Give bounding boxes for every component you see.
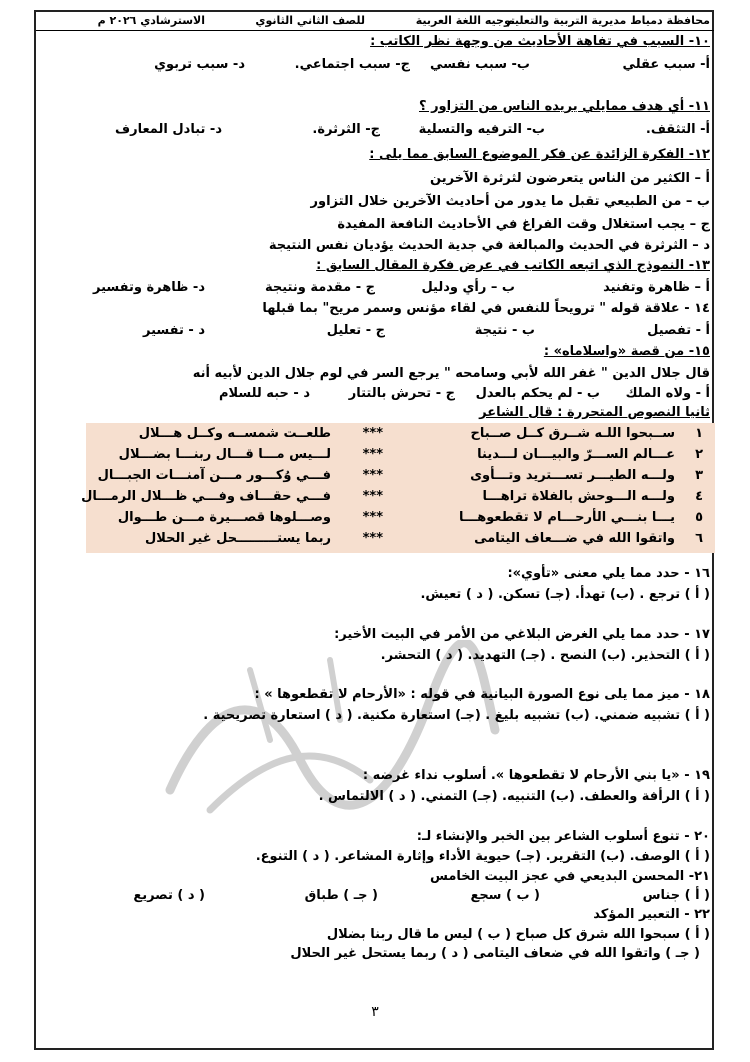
verse-first-hemistich: ولـــه الـــوحش بالفلاة تراهـــا <box>482 489 675 504</box>
q11-option-b: ب- الترفيه والتسلية <box>418 122 545 137</box>
poem-verse <box>86 426 715 445</box>
verse-second-hemistich: لـــيس مـــا قـــال ربنـــا بضـــلال <box>118 447 331 462</box>
verse-number: ٥ <box>695 510 703 525</box>
header-grade: للصف الثاني الثانوي <box>255 14 365 27</box>
verse-second-hemistich: وصـــلوها قصـــيرة مـــن طـــوال <box>117 510 331 525</box>
header-divider <box>36 30 714 31</box>
verse-first-hemistich: ولـــه الطيـــر تســـتريد وتـــأوى <box>470 468 675 483</box>
q15-stem: قال جلال الدين " غفر الله لأبي وسامحه " يرجع السر في لوم جلال الدين لأبيه أنه <box>192 366 710 381</box>
q10-option-c: ج- سبب اجتماعي. <box>294 57 410 72</box>
question-11: ١١- أي هدف ممايلي يريده الناس من التزاور ؟ <box>419 99 710 114</box>
poem-verse <box>86 468 715 487</box>
q12-option-b: ب – من الطبيعي تقبل ما يدور من أحاديث الآخرين خلال التزاور <box>310 194 710 209</box>
q12-option-a: أ – الكثير من الناس يتعرضون لثرثرة الآخرين <box>430 171 710 186</box>
header-exam: الاسترشادي ٢٠٢٦ م <box>97 14 205 27</box>
verse-separator: *** <box>362 447 383 462</box>
q20-options: ( أ ) الوصف. (ب) التقرير. (جـ) حيوية الأداء وإثارة المشاعر. ( د ) التنوع. <box>255 849 710 864</box>
verse-second-hemistich: فـــي وُكـــور مـــن آمنـــات الجبـــال <box>97 468 331 483</box>
header-directorate: محافظة دمياط مديرية التربية والتعليم <box>506 14 710 27</box>
q21-option-b: ( ب ) سجع <box>470 888 540 903</box>
section-2-title: ثانيا النصوص المتحررة : قال الشاعر <box>479 405 710 420</box>
q22-options-line-2: ( جـ ) واتقوا الله في ضعاف اليتامى ( د ) ربما يستحل غير الحلال <box>290 946 700 961</box>
question-16: ١٦ - حدد مما يلي معنى «تأوي»: <box>507 566 710 581</box>
q13-option-a: أ – ظاهرة وتفنيد <box>603 280 710 295</box>
verse-separator: *** <box>362 468 383 483</box>
question-19: ١٩ - «يا بني الأرحام لا تقطعوها ». أسلوب نداء غرضه : <box>362 768 710 783</box>
verse-separator: *** <box>362 531 383 546</box>
verse-number: ٦ <box>695 531 703 546</box>
q10-option-d: د- سبب تربوي <box>154 57 245 72</box>
verse-first-hemistich: واتقوا الله في ضـــعاف اليتامى <box>474 531 675 546</box>
question-14: ١٤ - علاقة قوله " ترويحاً للنفس في لقاء مؤنس وسمر مريح" بما قبلها <box>262 301 710 316</box>
q12-option-d: د – الثرثرة في الحديث والمبالغة في جدية الحديث يؤديان نفس النتيجة <box>268 238 710 253</box>
q17-options: ( أ ) التحذير. (ب) النصح . (جـ) التهديد. ( د ) التحشر. <box>380 648 710 663</box>
question-12: ١٢- الفكرة الزائدة عن فكر الموضوع السابق مما يلى : <box>369 147 710 162</box>
verse-separator: *** <box>362 489 383 504</box>
question-10: ١٠- السبب في تفاهة الأحاديث من وجهة نظر الكاتب : <box>370 34 710 49</box>
q14-option-c: ج - تعليل <box>326 323 385 338</box>
q22-options-line-1: ( أ ) سبحوا الله شرق كل صباح ( ب ) ليس ما قال ربنا بضلال <box>326 927 710 942</box>
q11-option-d: د- تبادل المعارف <box>115 122 222 137</box>
q12-option-c: ج – يجب استغلال وقت الفراغ في الأحاديث النافعة المفيدة <box>337 217 710 232</box>
q21-option-a: ( أ ) جناس <box>642 888 710 903</box>
poem-verse <box>86 531 715 550</box>
poem-verse <box>86 447 715 466</box>
q15-option-a: أ - ولاه الملك <box>625 386 710 401</box>
question-13: ١٣- النموذج الذي اتبعه الكاتب في عرض فكرة المقال السابق : <box>316 258 710 273</box>
q14-option-b: ب - نتيجة <box>474 323 535 338</box>
question-22: ٢٢ - التعبير المؤكد <box>593 907 710 922</box>
verse-first-hemistich: يـــا بنـــي الأرحـــام لا تقطعوهـــا <box>459 510 675 525</box>
q15-option-d: د - حبه للسلام <box>218 386 310 401</box>
question-21: ٢١- المحسن البديعي في عجز البيت الخامس <box>429 869 710 884</box>
verse-first-hemistich: عـــالم الســـرّ والبيـــان لـــدينا <box>477 447 675 462</box>
verse-second-hemistich: فـــي حقـــاف وفـــي ظـــلال الرمـــال <box>81 489 331 504</box>
q13-option-b: ب – رأي ودليل <box>421 280 515 295</box>
q21-option-c: ( جـ ) طباق <box>304 888 378 903</box>
question-18: ١٨ - ميز مما يلى نوع الصورة البيانية في قوله : «الأرحام لا تقطعوها » : <box>254 687 710 702</box>
q14-option-a: أ - تفصيل <box>647 323 710 338</box>
q19-options: ( أ ) الرأفة والعطف. (ب) التنبيه. (جـ) التمني. ( د ) الالتماس . <box>318 789 710 804</box>
page-number: ٣ <box>371 1004 379 1020</box>
verse-second-hemistich: ربما يستـــــــــحل غير الحلال <box>144 531 331 546</box>
verse-number: ١ <box>695 426 703 441</box>
q13-option-d: د- ظاهرة وتفسير <box>93 280 205 295</box>
q14-option-d: د - تفسير <box>143 323 205 338</box>
verse-separator: *** <box>362 426 383 441</box>
q10-option-a: أ- سبب عقلي <box>622 57 710 72</box>
verse-number: ٤ <box>695 489 703 504</box>
q15-option-c: ج - تحرش بالتتار <box>348 386 455 401</box>
question-15: ١٥- من قصة «واسلاماه» : <box>543 344 710 359</box>
verse-first-hemistich: ســبحوا اللـه شــرق كــل صــباح <box>470 426 675 441</box>
header-subject: توجيه اللغة العربية <box>415 14 515 27</box>
q21-option-d: ( د ) تصريع <box>133 888 205 903</box>
q11-option-c: ج- الثرثرة. <box>312 122 380 137</box>
q16-options: ( أ ) ترجع . (ب) تهدأ. (جـ) تسكن. ( د ) تعيش. <box>420 587 710 602</box>
poem-verse <box>86 510 715 529</box>
q15-option-b: ب - لم يحكم بالعدل <box>475 386 600 401</box>
question-17: ١٧ - حدد مما يلي الغرض البلاغي من الأمر في البيت الأخير: <box>334 627 710 642</box>
verse-second-hemistich: طلعــت شمســه وكــل هـــلال <box>138 426 331 441</box>
q10-option-b: ب- سبب نفسي <box>430 57 530 72</box>
q18-options: ( أ ) تشبيه ضمني. (ب) تشبيه بليغ . (جـ) استعارة مكنية. ( د ) استعارة تصريحية . <box>203 708 710 723</box>
verse-separator: *** <box>362 510 383 525</box>
verse-number: ٢ <box>695 447 703 462</box>
poem-box <box>81 423 715 553</box>
q11-option-a: أ- التثقف. <box>645 122 710 137</box>
q13-option-c: ج - مقدمة ونتيجة <box>264 280 375 295</box>
poem-verse <box>81 489 715 508</box>
question-20: ٢٠ - تنوع أسلوب الشاعر بين الخبر والإنشاء لـ: <box>416 829 710 844</box>
verse-number: ٣ <box>695 468 703 483</box>
